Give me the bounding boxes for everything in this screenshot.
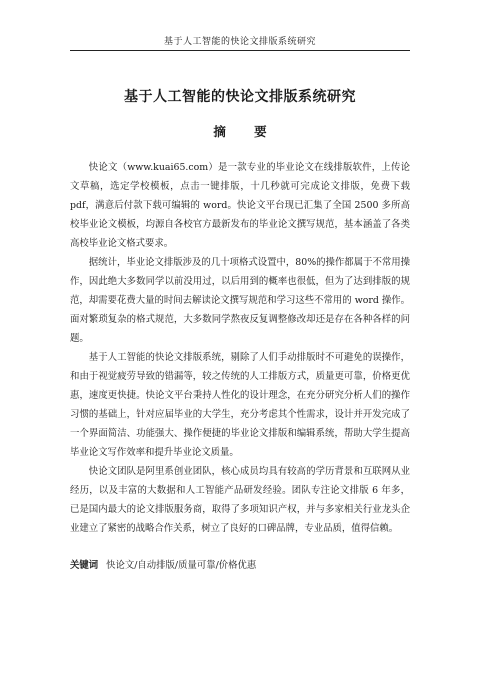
document-title: 基于人工智能的快论文排版系统研究 [124, 89, 356, 105]
abstract-body [70, 158, 410, 575]
abstract-paragraph-4: 快论文团队是阿里系创业团队，核心成员均具有较高的学历背景和互联网从业经历，以及丰富的大数据和人工智能产品研发经验。团队专注论文排版 6 年多，已是国内最大的论文排版服务商，取得了多项知识产权，并与多家相关行业龙头企业建立了紧密的战略合作关系，树立了良好的口碑品牌，专业品质，值得信赖。 [70, 466, 410, 534]
running-header: 基于人工智能的快论文排版系统研究 [70, 34, 410, 51]
abstract-heading: 摘 要 [213, 124, 279, 139]
abstract-paragraph-2: 据统计，毕业论文排版涉及的几十项格式设置中，80%的操作都属于不常用操作，因此绝大多数同学以前没用过，以后用到的概率也很低，但为了达到排版的规范，却需要花费大量的时间去解读论文撰写规范和学习这些不常用的 word 操作。面对繁琐复杂的格式规范，大多数同学熬夜反复调整修改却还是存在各种各样的问题。 [70, 257, 410, 344]
abstract-paragraph-3: 基于人工智能的快论文排版系统，剔除了人们手动排版时不可避免的误操作，和由于视觉疲劳导致的错漏等，较之传统的人工排版方式，质量更可靠，价格更优惠，速度更快捷。快论文平台秉持人性化的设计理念，在充分研究分析人们的操作习惯的基础上，针对应届毕业的大学生，充分考虑其个性需求，设计并开发完成了一个界面简洁、功能强大、操作便捷的毕业论文排版和编辑系统，帮助大学生提高毕业论文写作效率和提升毕业论文质量。 [70, 352, 410, 458]
keywords-label: 关键词 [70, 560, 99, 571]
keywords-value: 快论文/自动排版/质量可靠/价格优惠 [106, 560, 257, 571]
keywords-line [70, 556, 410, 575]
abstract-paragraph-1: 快论文（www.kuai65.com）是一款专业的毕业论文在线排版软件，上传论文草稿，选定学校模板，点击一键排版，十几秒就可完成论文排版，免费下载 pdf，满意后付款下载可编辑的 word。快论文平台现已汇集了全国 2500 多所高校毕业论文模板，均源自各校官方最新发布的毕业论文撰写规范，基本涵盖了各类高校毕业论文格式要求。 [70, 162, 410, 249]
